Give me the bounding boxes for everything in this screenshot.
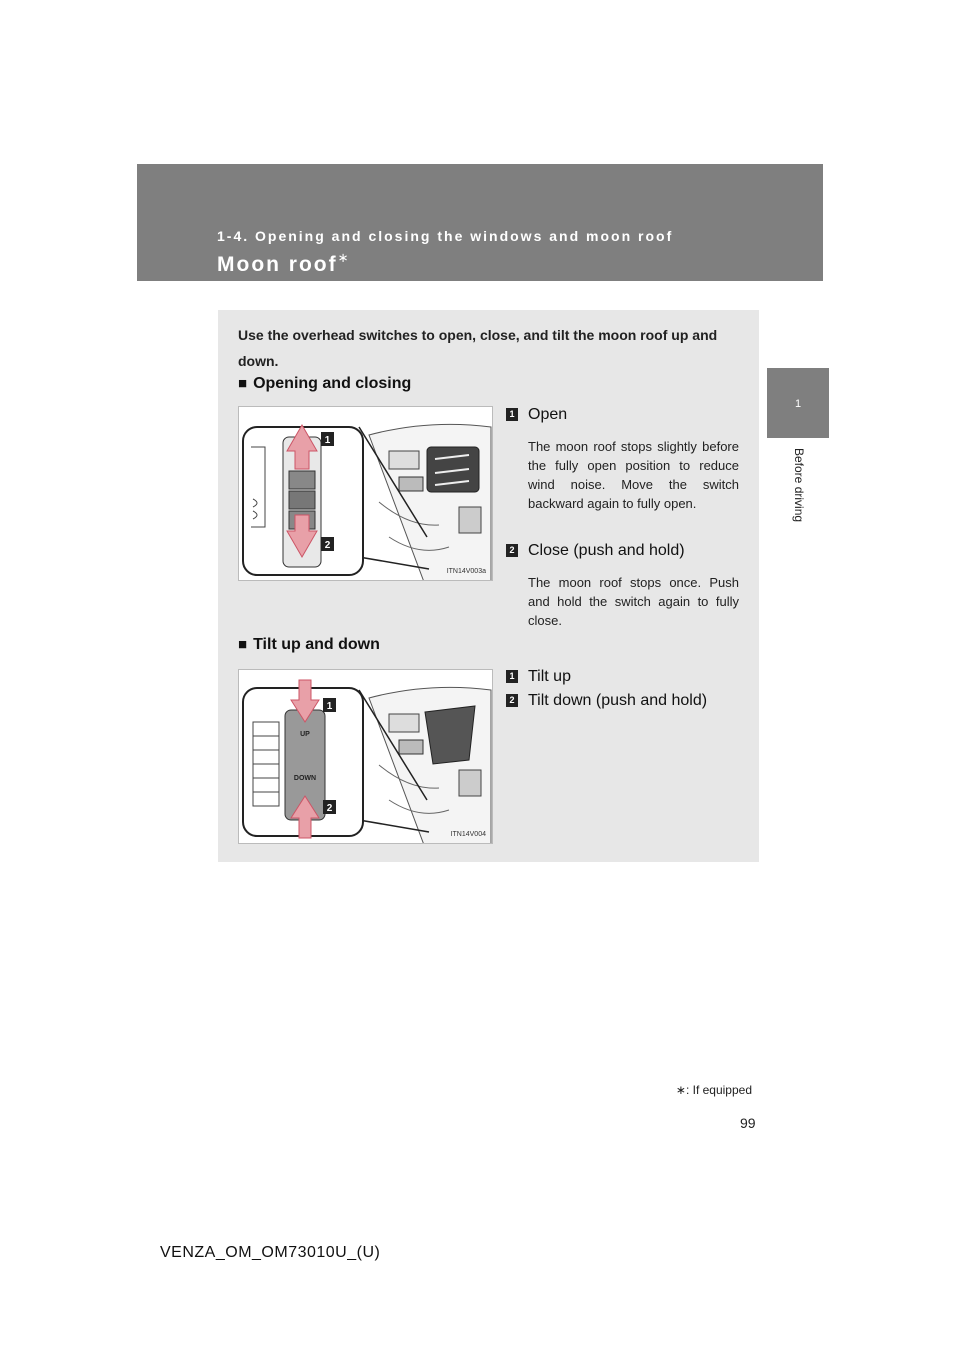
page-title-text: Moon roof xyxy=(217,253,338,276)
item-tilt-down xyxy=(506,691,739,711)
open-close-switch-illustration xyxy=(239,407,493,581)
item-label: Tilt up xyxy=(528,668,571,685)
square-bullet-icon: ■ xyxy=(238,636,248,653)
callout-2: 2 xyxy=(324,540,331,551)
page-title xyxy=(217,250,349,277)
content-box xyxy=(218,310,759,862)
figure-id: ITN14V004 xyxy=(450,831,486,838)
switch-label-up: UP xyxy=(300,731,310,738)
number-badge-1: 1 xyxy=(506,670,518,683)
item-description: The moon roof stops once. Push and hold the switch again to fully close. xyxy=(528,575,739,628)
figure-id: ITN14V003a xyxy=(446,568,486,575)
item-close xyxy=(506,541,739,630)
footnote-text: : If equipped xyxy=(685,1083,752,1097)
if-equipped-mark: ∗ xyxy=(337,250,349,265)
document-code: VENZA_OM_OM73010U_(U) xyxy=(160,1244,381,1261)
tilt-switch-illustration xyxy=(239,670,493,844)
figure-tilt-switch xyxy=(238,669,493,844)
figure-open-close-switch xyxy=(238,406,493,581)
section-heading-text: Opening and closing xyxy=(253,375,412,392)
square-bullet-icon: ■ xyxy=(238,375,248,392)
footnote xyxy=(676,1083,752,1097)
chapter-tab[interactable]: 1 xyxy=(767,368,829,438)
callout-2: 2 xyxy=(326,803,333,814)
number-badge-2: 2 xyxy=(506,544,518,557)
item-label: Tilt down (push and hold) xyxy=(528,692,708,709)
number-badge-1: 1 xyxy=(506,408,518,421)
section-heading-tilt xyxy=(238,636,380,654)
section-heading-opening-closing xyxy=(238,375,411,393)
intro-text: Use the overhead switches to open, close, and tilt the moon roof up and down. xyxy=(238,327,718,369)
item-open xyxy=(506,405,739,513)
item-tilt-up xyxy=(506,667,739,687)
header-band xyxy=(137,164,823,281)
item-description: The moon roof stops slightly before the fully open position to reduce wind noise. Move the switch backward again to fully open. xyxy=(528,439,739,511)
item-label: Close (push and hold) xyxy=(528,542,685,559)
item-label: Open xyxy=(528,406,568,423)
chapter-label: Before driving xyxy=(792,448,806,523)
callout-1: 1 xyxy=(324,435,331,446)
switch-label-down: DOWN xyxy=(293,775,317,782)
if-equipped-mark: ∗ xyxy=(675,1083,686,1097)
callout-1: 1 xyxy=(326,701,333,712)
section-heading-text: Tilt up and down xyxy=(253,636,380,653)
section-path: 1-4. Opening and closing the windows and moon roof xyxy=(217,228,674,244)
number-badge-2: 2 xyxy=(506,694,518,707)
page-number: 99 xyxy=(740,1115,756,1131)
